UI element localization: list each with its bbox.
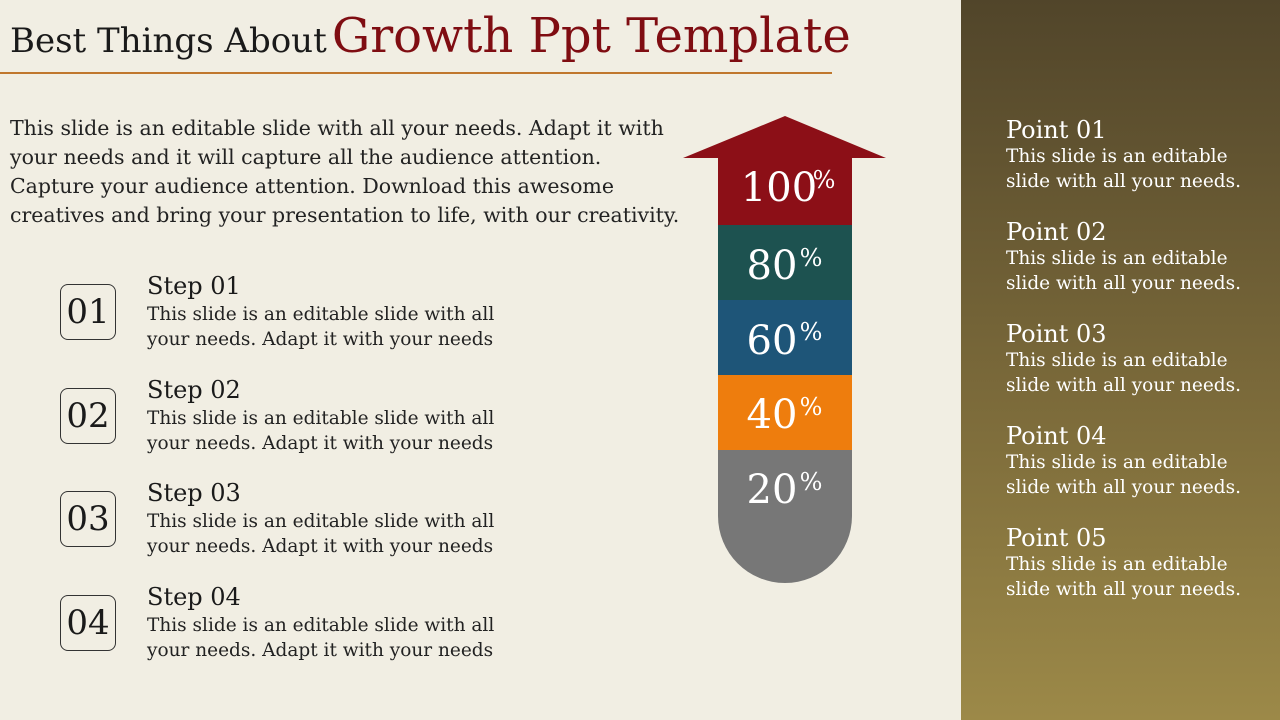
level-unit-100: % bbox=[812, 166, 836, 194]
point-description: This slide is an editable slide with all your needs. bbox=[1006, 554, 1241, 600]
point-title: Point 01 bbox=[1006, 116, 1107, 144]
points-panel bbox=[961, 0, 1280, 720]
point-5 bbox=[1006, 524, 1276, 602]
step-description: This slide is an editable slide with all your needs. Adapt it with your needs bbox=[147, 511, 495, 557]
step-1 bbox=[60, 272, 520, 352]
step-number-badge: 03 bbox=[60, 491, 116, 547]
level-value-80: 80 bbox=[746, 243, 798, 289]
point-title: Point 05 bbox=[1006, 524, 1107, 552]
level-unit-60: % bbox=[799, 318, 823, 346]
step-4 bbox=[60, 583, 520, 663]
step-title: Step 04 bbox=[147, 583, 241, 611]
point-description: This slide is an editable slide with all your needs. bbox=[1006, 452, 1241, 498]
growth-arrow bbox=[683, 116, 888, 586]
point-3 bbox=[1006, 320, 1276, 398]
step-description: This slide is an editable slide with all your needs. Adapt it with your needs bbox=[147, 615, 495, 661]
point-1 bbox=[1006, 116, 1276, 194]
point-title: Point 03 bbox=[1006, 320, 1107, 348]
step-description: This slide is an editable slide with all your needs. Adapt it with your needs bbox=[147, 304, 495, 350]
title-highlight: Growth Ppt Template bbox=[331, 8, 851, 64]
step-number-badge: 01 bbox=[60, 284, 116, 340]
step-title: Step 03 bbox=[147, 479, 241, 507]
level-unit-40: % bbox=[799, 393, 823, 421]
slide-title bbox=[10, 8, 851, 64]
title-prefix: Best Things About bbox=[10, 21, 327, 61]
level-value-40: 40 bbox=[746, 392, 798, 438]
step-2 bbox=[60, 376, 520, 456]
point-2 bbox=[1006, 218, 1276, 296]
level-value-60: 60 bbox=[746, 318, 798, 364]
level-unit-20: % bbox=[799, 468, 823, 496]
point-4 bbox=[1006, 422, 1276, 500]
step-number-badge: 02 bbox=[60, 388, 116, 444]
point-title: Point 02 bbox=[1006, 218, 1107, 246]
step-number-badge: 04 bbox=[60, 595, 116, 651]
level-value-100: 100 bbox=[740, 165, 818, 211]
intro-paragraph: This slide is an editable slide with all your needs. Adapt it with your needs and it will capture all the audience attention. Capture your audience attention. Download this awesome creatives and bring your presentation to life, with our creativity. bbox=[10, 116, 680, 227]
title-underline bbox=[0, 72, 832, 74]
point-title: Point 04 bbox=[1006, 422, 1107, 450]
step-3 bbox=[60, 479, 520, 559]
point-description: This slide is an editable slide with all your needs. bbox=[1006, 146, 1241, 192]
step-description: This slide is an editable slide with all your needs. Adapt it with your needs bbox=[147, 408, 495, 454]
point-description: This slide is an editable slide with all your needs. bbox=[1006, 248, 1241, 294]
point-description: This slide is an editable slide with all your needs. bbox=[1006, 350, 1241, 396]
level-value-20: 20 bbox=[746, 467, 798, 513]
step-title: Step 01 bbox=[147, 272, 241, 300]
step-title: Step 02 bbox=[147, 376, 241, 404]
level-unit-80: % bbox=[799, 244, 823, 272]
